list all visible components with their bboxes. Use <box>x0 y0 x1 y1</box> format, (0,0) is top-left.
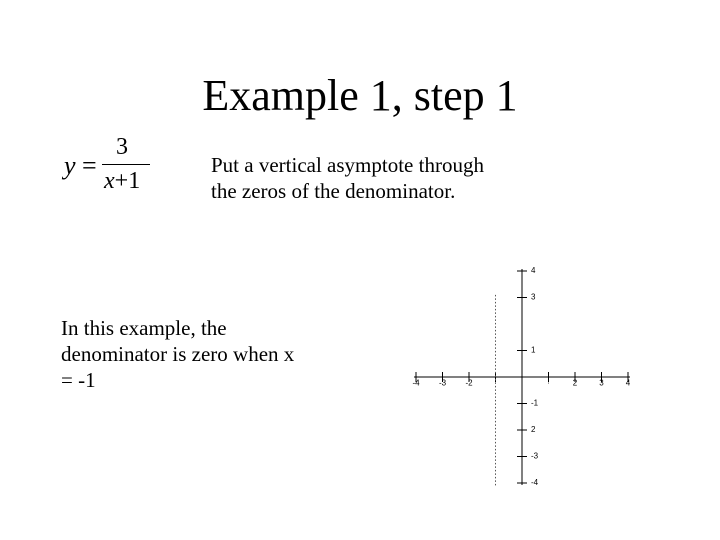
y-tick-label: 4 <box>531 266 536 276</box>
x-tick-label: -4 <box>412 378 420 388</box>
y-tick-label: -1 <box>531 398 539 408</box>
equation-denominator <box>104 168 140 195</box>
equation-equals: = <box>82 151 97 180</box>
y-tick-label: -4 <box>531 478 539 488</box>
equation-numerator: 3 <box>116 134 128 160</box>
x-tick-label: 2 <box>572 378 578 388</box>
equation <box>62 134 162 204</box>
y-tick-label: -3 <box>531 451 539 461</box>
x-tick-label: 3 <box>599 378 604 388</box>
denominator-rest: +1 <box>114 168 141 194</box>
equation-lhs: y <box>64 151 76 180</box>
slide-title: Example 1, step 1 <box>202 71 518 120</box>
step-instruction: Put a vertical asymptote through the zeros of the denominator. <box>211 153 484 203</box>
y-tick-label: 2 <box>531 425 536 435</box>
coordinate-graph <box>400 250 660 490</box>
fraction-bar <box>102 164 150 165</box>
y-tick-label: 3 <box>531 292 536 302</box>
y-tick-label: 1 <box>531 345 536 355</box>
example-explanation: In this example, the denominator is zero when x = -1 <box>61 316 295 392</box>
x-tick-label: -2 <box>465 378 473 388</box>
x-tick-label: -3 <box>438 378 447 388</box>
denominator-variable: x <box>104 168 115 194</box>
x-tick-label: 4 <box>625 378 631 388</box>
x-tick-label: · <box>547 378 550 388</box>
